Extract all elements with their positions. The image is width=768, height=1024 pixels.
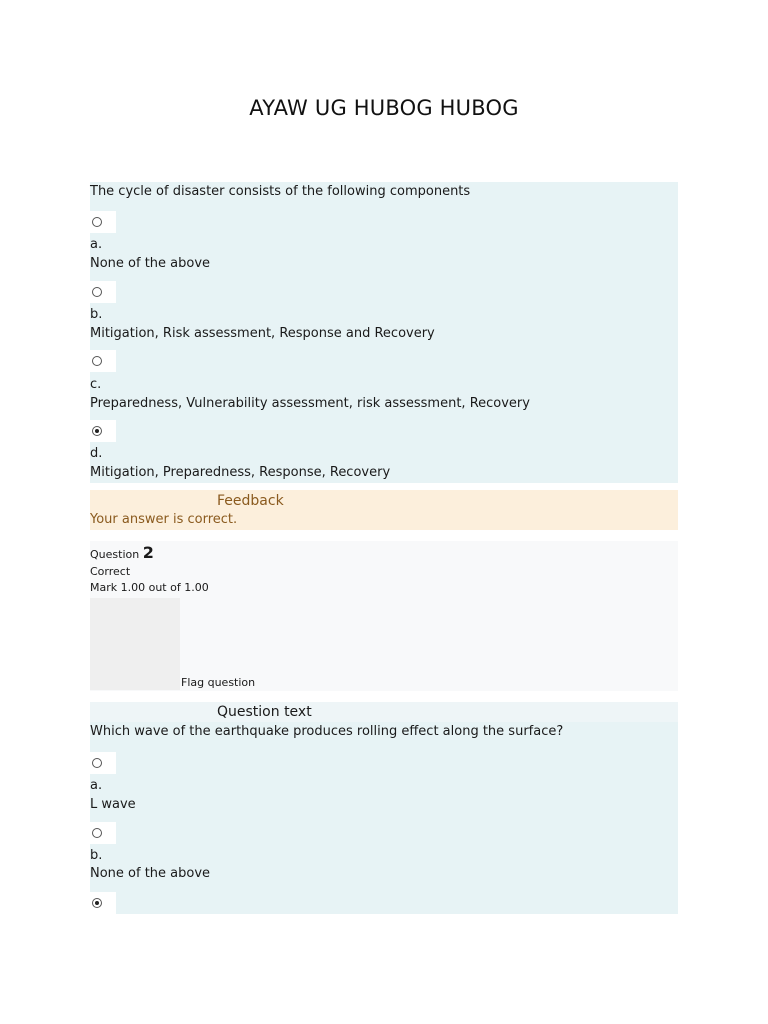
question-2-text: Which wave of the earthquake produces rolling effect along the surface? — [90, 724, 564, 739]
radio-button-icon[interactable] — [92, 217, 102, 227]
question-number-value: 2 — [142, 543, 154, 562]
option-d-letter: d. — [90, 446, 103, 461]
question-2-panel — [90, 702, 678, 914]
question-text-heading: Question text — [217, 704, 312, 720]
question-number — [90, 545, 154, 563]
radio-button-icon[interactable] — [92, 356, 102, 366]
option-b-text: Mitigation, Risk assessment, Response and Recovery — [90, 326, 435, 341]
option-d-radio-box[interactable] — [90, 420, 116, 442]
document-title: AYAW UG HUBOG HUBOG — [249, 96, 519, 120]
question-1-text: The cycle of disaster consists of the following components — [90, 184, 471, 199]
radio-button-checked-icon[interactable] — [92, 898, 102, 908]
question-1-panel — [90, 182, 678, 483]
question-state: Correct — [90, 565, 131, 578]
option-a-radio-box[interactable] — [90, 211, 116, 233]
option-c-radio-box[interactable] — [90, 350, 116, 372]
option-c-radio-box[interactable] — [90, 892, 116, 914]
radio-button-icon[interactable] — [92, 287, 102, 297]
option-d-text: Mitigation, Preparedness, Response, Recovery — [90, 465, 391, 480]
option-b-letter: b. — [90, 307, 103, 322]
feedback-panel — [90, 490, 678, 530]
option-b-radio-box[interactable] — [90, 281, 116, 303]
radio-button-icon[interactable] — [92, 758, 102, 768]
option-a-letter: a. — [90, 237, 103, 252]
feedback-text: Your answer is correct. — [90, 512, 238, 527]
radio-button-icon[interactable] — [92, 828, 102, 838]
option-b-radio-box[interactable] — [90, 822, 116, 844]
option-a-text: None of the above — [90, 256, 211, 271]
option-a-radio-box[interactable] — [90, 752, 116, 774]
option-a-text: L wave — [90, 797, 136, 812]
flag-icon[interactable] — [90, 598, 180, 690]
question-2-info-panel — [90, 541, 678, 691]
radio-button-checked-icon[interactable] — [92, 426, 102, 436]
option-b-letter: b. — [90, 848, 103, 863]
feedback-heading: Feedback — [217, 493, 284, 509]
question-label: Question — [90, 548, 140, 561]
flag-question-link[interactable]: Flag question — [181, 676, 256, 689]
option-b-text: None of the above — [90, 866, 211, 881]
question-mark: Mark 1.00 out of 1.00 — [90, 581, 209, 594]
option-c-text: Preparedness, Vulnerability assessment, risk assessment, Recovery — [90, 396, 530, 411]
option-a-letter: a. — [90, 778, 103, 793]
option-c-letter: c. — [90, 377, 102, 392]
